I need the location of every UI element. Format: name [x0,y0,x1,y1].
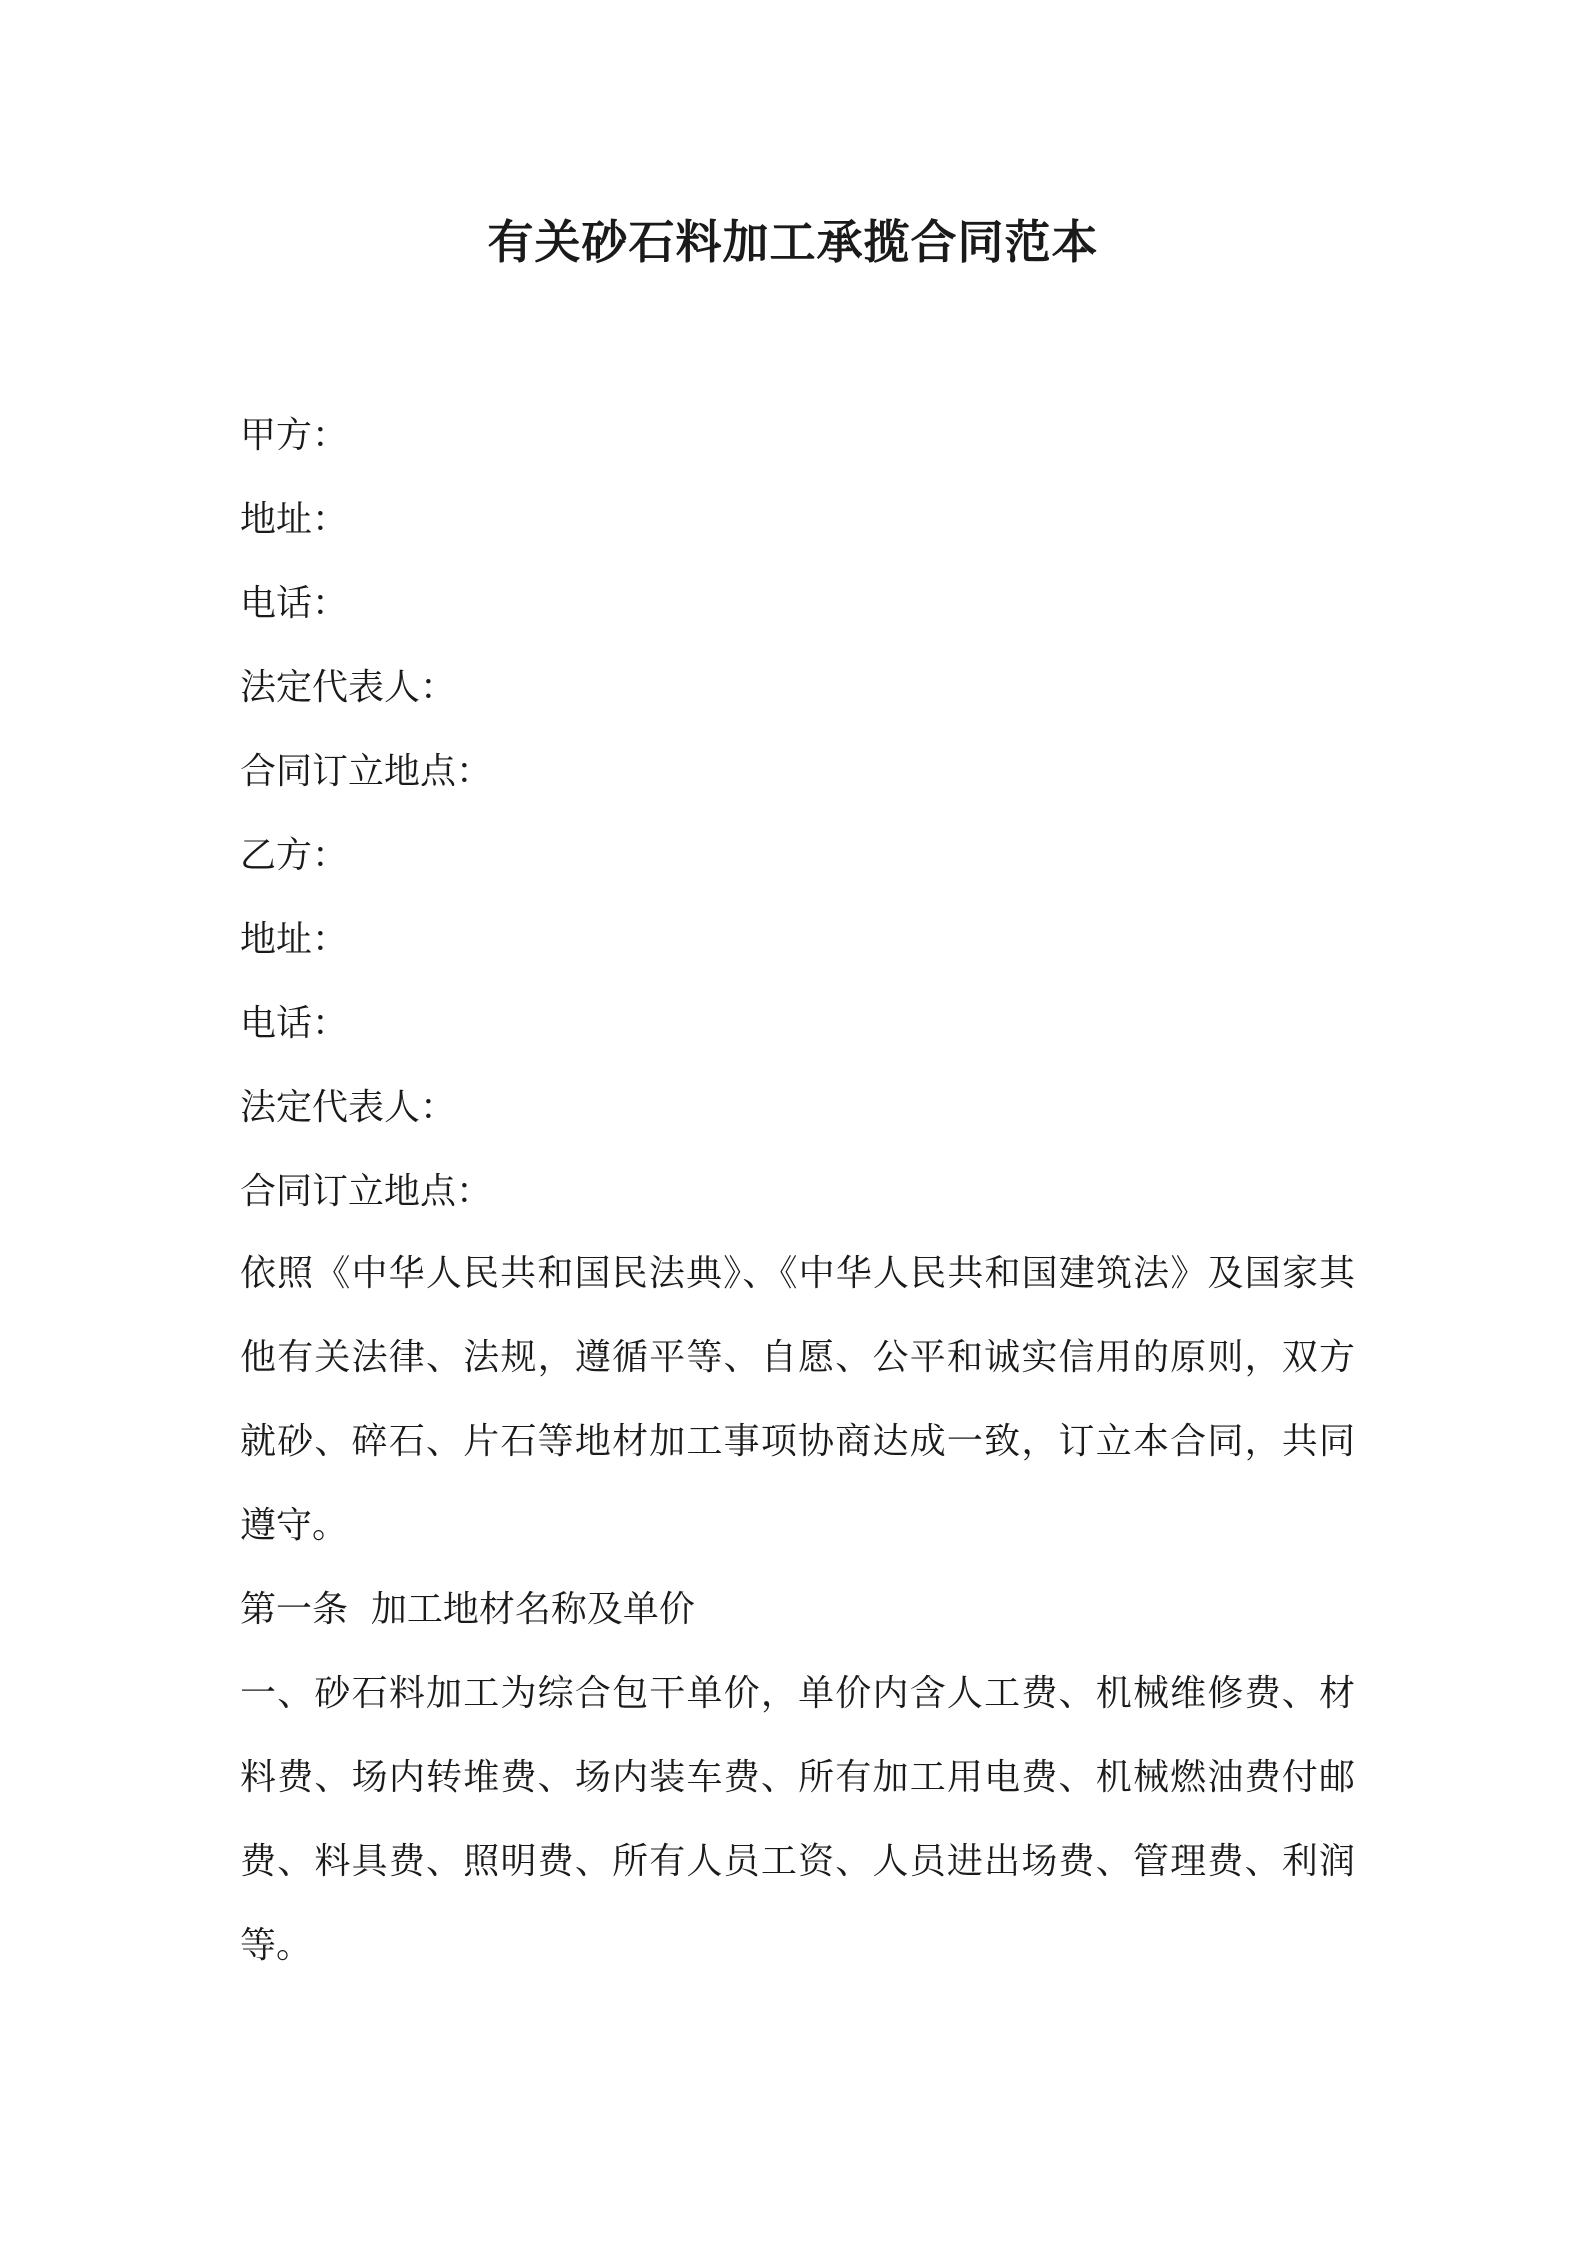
party-b-contract-place-label: 合同订立地点： [240,1171,493,1212]
party-a-legal-rep-label: 法定代表人： [240,667,457,708]
preamble-paragraph: 依照《中华人民共和国民法典》、《中华人民共和国建筑法》及国家其他有关法律、法规，遵循平等、自愿、公平和诚实信用的原则，双方就砂、碎石、片石等地材加工事项协商达成一致，订立本合同，共同遵守。 [240,1253,1355,1546]
party-a-label: 甲方： [240,415,349,456]
contract-body [240,1232,1355,1988]
party-a-address-label: 地址： [240,499,349,540]
article-1-heading: 第一条 加工地材名称及单价 [240,1589,695,1630]
article-1-clause-1: 一、砂石料加工为综合包干单价，单价内含人工费、机械维修费、材料费、场内转堆费、场内装车费、所有加工用电费、机械燃油费付邮费、料具费、照明费、所有人员工资、人员进出场费、管理费、利润等。 [240,1673,1355,1966]
party-b-phone-label: 电话： [240,1003,349,1044]
party-a-phone-label: 电话： [240,583,349,624]
party-a-contract-place-label: 合同订立地点： [240,751,493,792]
party-b-address-label: 地址： [240,919,349,960]
document-title: 有关砂石料加工承揽合同范本 [487,215,1099,269]
party-b-label: 乙方： [240,835,349,876]
party-b-legal-rep-label: 法定代表人： [240,1087,457,1128]
party-fields [240,394,1355,1234]
